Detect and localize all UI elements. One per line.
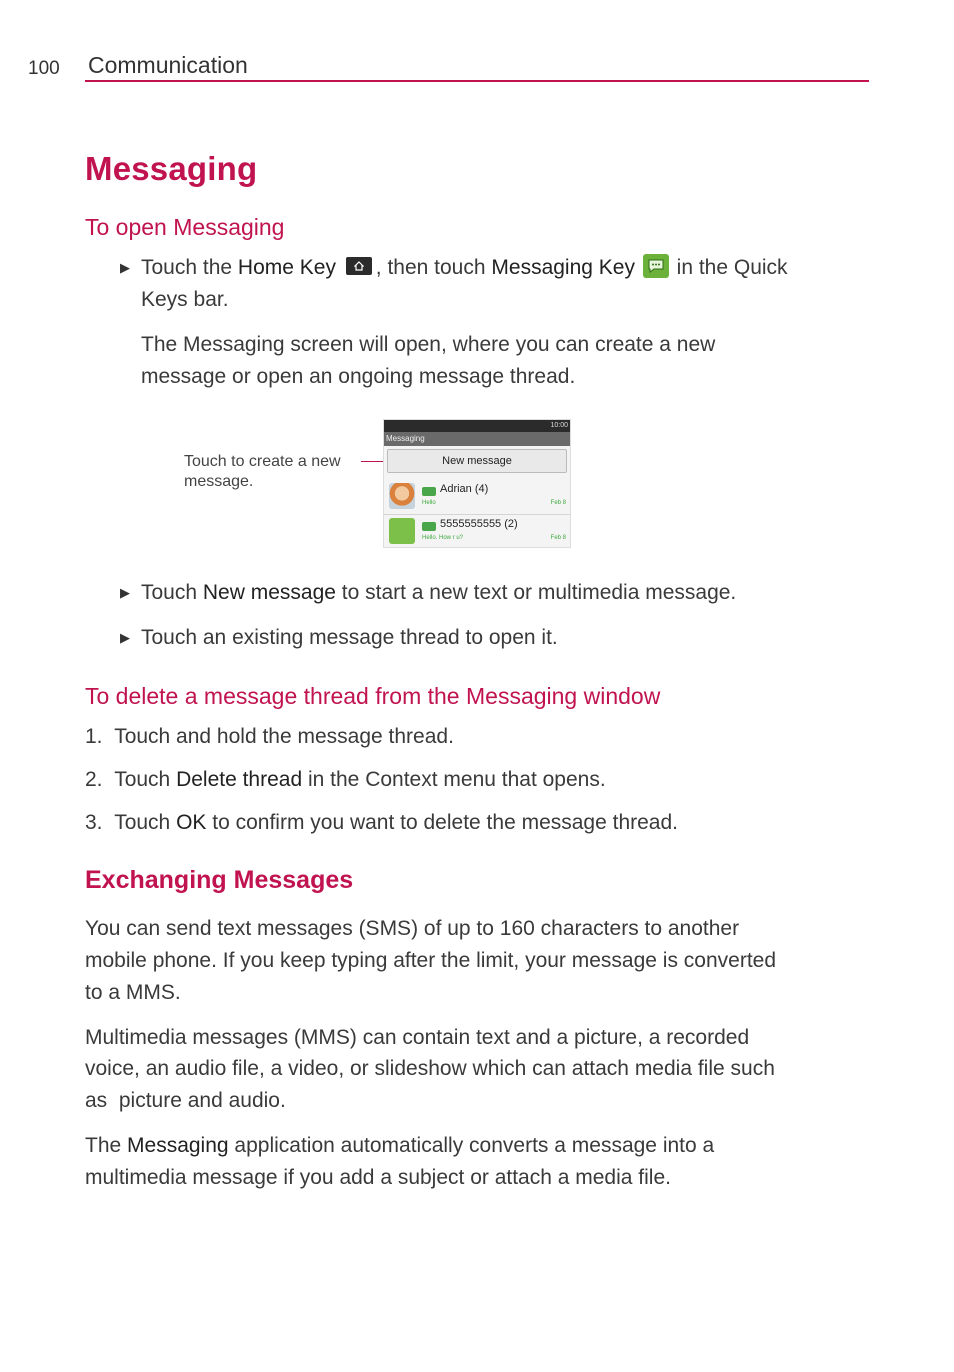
exchange-p2-line1: Multimedia messages (MMS) can contain text and a picture, a recorded: [85, 1026, 750, 1049]
step-open-line1: [141, 252, 788, 284]
heading-open-messaging: To open Messaging: [85, 214, 285, 240]
step-number: 3.: [85, 811, 103, 834]
exchange-p1-line2: mobile phone. If you keep typing after the limit, your message is converted: [85, 949, 777, 972]
avatar: [389, 518, 415, 544]
bullet-icon: ▶: [120, 585, 130, 600]
paragraph-text: application automatically converts a message into a: [228, 1134, 715, 1157]
open-para-line2: message or open an ongoing message thread.: [141, 365, 576, 388]
status-time: 10:00: [550, 422, 568, 429]
paragraph-text: The: [85, 1134, 128, 1157]
messaging-key-label: Messaging Key: [491, 256, 635, 279]
delete-step-1: [85, 721, 454, 753]
thread-date: Feb 8: [550, 500, 566, 506]
messaging-key-icon: [643, 254, 669, 278]
messaging-term: Messaging: [127, 1134, 229, 1157]
screenshot-title: Messaging: [386, 434, 425, 443]
step-number: 2.: [85, 768, 103, 791]
exchange-p1-line1: You can send text messages (SMS) of up to 160 characters to another: [85, 917, 740, 940]
step-new-message: [141, 577, 736, 609]
thread-name: 5555555555 (2): [440, 518, 518, 530]
messaging-screenshot: [383, 419, 571, 548]
delete-thread-term: Delete thread: [176, 768, 303, 791]
step-text: Touch the: [141, 256, 238, 279]
open-para-line1: The Messaging screen will open, where you can create a new: [141, 333, 716, 356]
thread-name: Adrian (4): [440, 483, 489, 495]
step-text: in the Quick: [670, 256, 788, 279]
new-message-button[interactable]: [387, 449, 567, 473]
avatar: [389, 483, 415, 509]
step-text: Touch: [114, 768, 177, 791]
exchange-p3-line2: multimedia message if you add a subject or attach a media file.: [85, 1166, 671, 1189]
step-text: Touch: [141, 581, 203, 604]
new-message-label: New message: [442, 455, 512, 467]
callout-line1: Touch to create a new: [184, 453, 341, 470]
bullet-icon: ▶: [120, 630, 130, 645]
home-key-icon: [346, 257, 372, 275]
step-text: to start a new text or multimedia message.: [335, 581, 737, 604]
step-text: , then touch: [375, 256, 492, 279]
exchange-p2-line3: as picture and audio.: [85, 1089, 286, 1112]
bullet-icon: ▶: [120, 260, 130, 275]
delete-step-2: [85, 764, 606, 796]
step-number: 1.: [85, 725, 103, 748]
message-bubble-icon: [422, 487, 436, 496]
callout-text: [184, 452, 374, 492]
step-open-line2: Keys bar.: [141, 288, 229, 311]
page-number: 100: [28, 58, 60, 79]
screenshot-title-bar: [384, 432, 571, 446]
step-open-thread: Touch an existing message thread to open it.: [141, 626, 558, 649]
thread-row[interactable]: [384, 514, 571, 548]
thread-preview: Hello. How r u?: [422, 535, 464, 541]
thread-row[interactable]: [384, 479, 571, 513]
callout-line2: message.: [184, 473, 254, 490]
heading-exchanging-messages: Exchanging Messages: [85, 866, 354, 894]
home-key-label: Home Key: [237, 256, 336, 279]
status-bar: [384, 420, 571, 432]
page-title: Messaging: [85, 150, 258, 187]
step-text: Touch: [114, 811, 177, 834]
step-text: in the Context menu that opens.: [302, 768, 606, 791]
section-title: Communication: [88, 52, 248, 78]
heading-delete-thread: To delete a message thread from the Messaging window: [85, 683, 661, 709]
thread-date: Feb 8: [550, 535, 566, 541]
header-rule: [85, 80, 869, 82]
thread-preview: Hello: [422, 500, 436, 506]
exchange-p1-line3: to a MMS.: [85, 981, 181, 1004]
step-text: to confirm you want to delete the message thread.: [206, 811, 679, 834]
delete-step-3: [85, 807, 678, 839]
exchange-p3-line1: [85, 1130, 714, 1162]
message-bubble-icon: [422, 522, 436, 531]
exchange-p2-line2: voice, an audio file, a video, or slideshow which can attach media file such: [85, 1057, 775, 1080]
step-text: Touch and hold the message thread.: [114, 725, 454, 748]
ok-term: OK: [176, 811, 207, 834]
new-message-term: New message: [202, 581, 336, 604]
